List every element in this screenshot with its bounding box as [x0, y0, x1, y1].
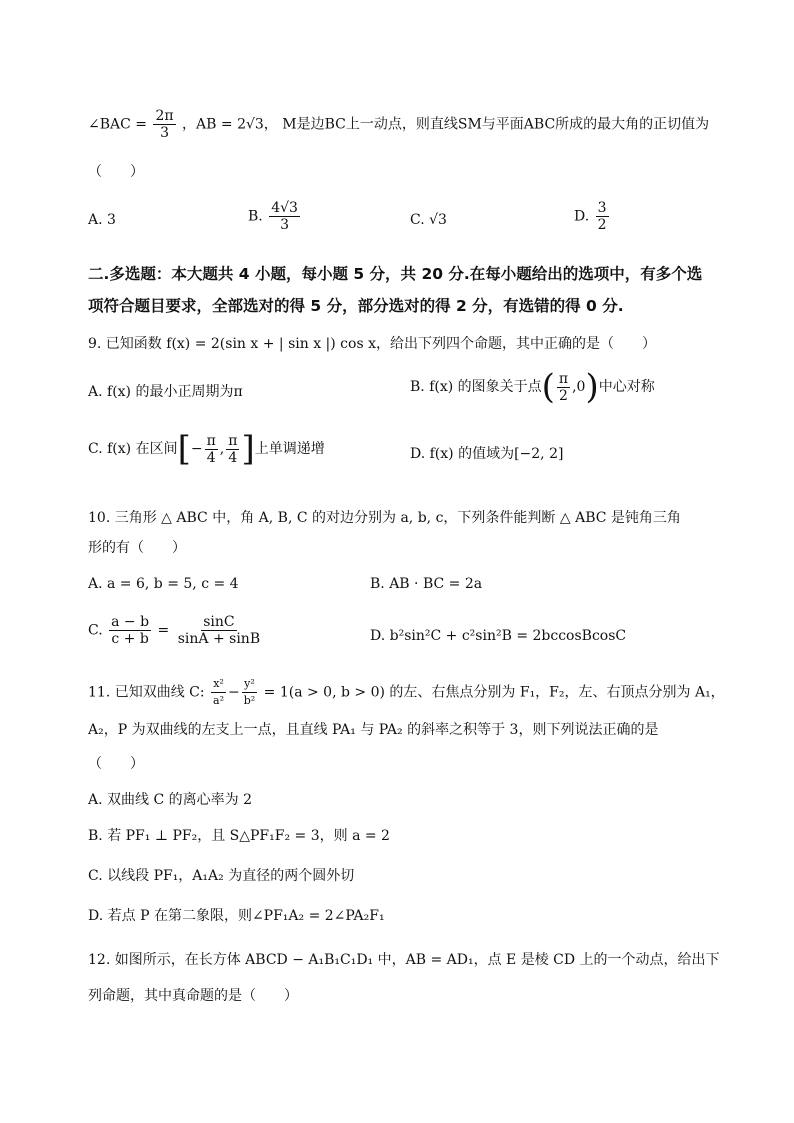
q10-stem-line2: 形的有（ ）: [88, 540, 186, 556]
q10-option-d: D. b²sin²C + c²sin²B = 2bccosBcosC: [370, 628, 627, 644]
q11-option-c: C. 以线段 PF₁，A₁A₂ 为直径的两个圆外切: [88, 868, 355, 884]
right-bracket-glyph: ]: [241, 429, 255, 469]
q11-stem-line2: A₂，P 为双曲线的左支上一点，且直线 PA₁ 与 PA₂ 的斜率之积等于 3，则下列说法正确的是: [88, 722, 659, 738]
q8-angle-fraction: $\frac{2\pi}{3}$: [155, 108, 174, 141]
left-bracket-glyph: [: [177, 429, 191, 469]
q10-option-c: C. $\frac{a - b}{c + b}$ = $\frac{\sin C}{\sin A + \sin B}$: [88, 614, 261, 647]
q8-option-b: B. $\frac{4√3}{3}$: [248, 200, 298, 233]
q11-option-d: D. 若点 P 在第二象限，则∠PF₁A₂ = 2∠PA₂F₁: [88, 908, 385, 924]
q10-stem-line1: 10. 三角形 △ ABC 中，角 A, B, C 的对边分别为 a, b, c，下列条件能判断 △ ABC 是钝角三角: [88, 510, 681, 526]
section2-instructions-line2: 项符合题目要求，全部选对的得 5 分，部分选对的得 2 分，有选错的得 0 分.: [88, 297, 624, 315]
left-paren-glyph: (: [541, 367, 555, 407]
q10-option-c-right-fraction: $\frac{\sin C}{\sin A + \sin B}$: [177, 614, 261, 647]
q8-option-a: A. 3: [88, 212, 116, 228]
q9-stem: 9. 已知函数 f(x) = 2(sin x + | sin x |) cos x，给出下列四个命题，其中正确的是（ ）: [88, 336, 656, 352]
q8-angle-text: ∠BAC =: [88, 116, 148, 133]
section2-instructions-line1: 二.多选题：本大题共 4 小题，每小题 5 分，共 20 分.在每小题给出的选项中，有多个选: [88, 265, 703, 283]
q10-option-b: B. AB · BC = 2a: [370, 576, 483, 592]
q8-option-c: C. √3: [410, 212, 447, 228]
q11-x-fraction: $\frac{\text{x²}}{\text{a²}}$: [213, 677, 225, 707]
q12-stem-line2: 列命题，其中真命题的是（ ）: [88, 988, 298, 1004]
equals-sign: =: [157, 622, 170, 639]
q8-option-d-fraction: $\frac{3}{2}$: [597, 200, 607, 233]
q9-option-b-fraction: $\frac{\pi}{2}$: [558, 370, 569, 404]
q11-option-a: A. 双曲线 C 的离心率为 2: [88, 792, 252, 808]
q8-rest-text: M是边BC上一动点，则直线SM与平面ABC所成的最大角的正切值为: [282, 116, 710, 133]
q9-option-c: C. f(x) 在区间[− $\frac{\pi}{4}$ , $\frac{\pi}{4}$ ]上单调递增: [88, 429, 325, 469]
q12-stem-line1: 12. 如图所示，在长方体 ABCD − A₁B₁C₁D₁ 中，AB = AD₁，点 E 是棱 CD 上的一个动点，给出下: [88, 952, 720, 968]
q9-option-b: B. f(x) 的图象关于点( $\frac{\pi}{2}$ ,0)中心对称: [410, 367, 655, 407]
q9-option-a: A. f(x) 的最小正周期为π: [88, 384, 243, 400]
q8-condition-line: [88, 108, 709, 141]
q9-option-d: D. f(x) 的值域为[−2, 2]: [410, 446, 564, 462]
q11-y-fraction: $\frac{\text{y²}}{\text{b²}}$: [243, 677, 256, 707]
q11-stem-line1: 11. 已知双曲线 C: $\frac{\text{x²}}{\text{a²}}$ − $\frac{\text{y²}}{\text{b²}}$ = 1(a > 0, b > 0) 的左、右焦点分别为 F₁，F₂，左、右顶点分别为 A₁，: [88, 677, 725, 707]
q9-option-c-fraction-a: $\frac{\pi}{4}$: [206, 432, 216, 466]
q10-option-a: A. a = 6, b = 5, c = 4: [88, 576, 239, 592]
q8-paren: （ ）: [88, 164, 144, 180]
q10-option-c-left-fraction: $\frac{a - b}{c + b}$: [111, 614, 150, 647]
q8-option-b-fraction: $\frac{4√3}{3}$: [271, 200, 298, 233]
q8-option-d: D. $\frac{3}{2}$: [574, 200, 607, 233]
q9-option-c-fraction-b: $\frac{\pi}{4}$: [228, 432, 238, 466]
q11-option-b: B. 若 PF₁ ⊥ PF₂，且 S△PF₁F₂ = 3，则 a = 2: [88, 828, 390, 844]
right-paren-glyph: ): [585, 367, 599, 407]
q8-ab-text: ，AB = 2√3，: [182, 116, 278, 133]
q11-paren: （ ）: [88, 756, 144, 772]
